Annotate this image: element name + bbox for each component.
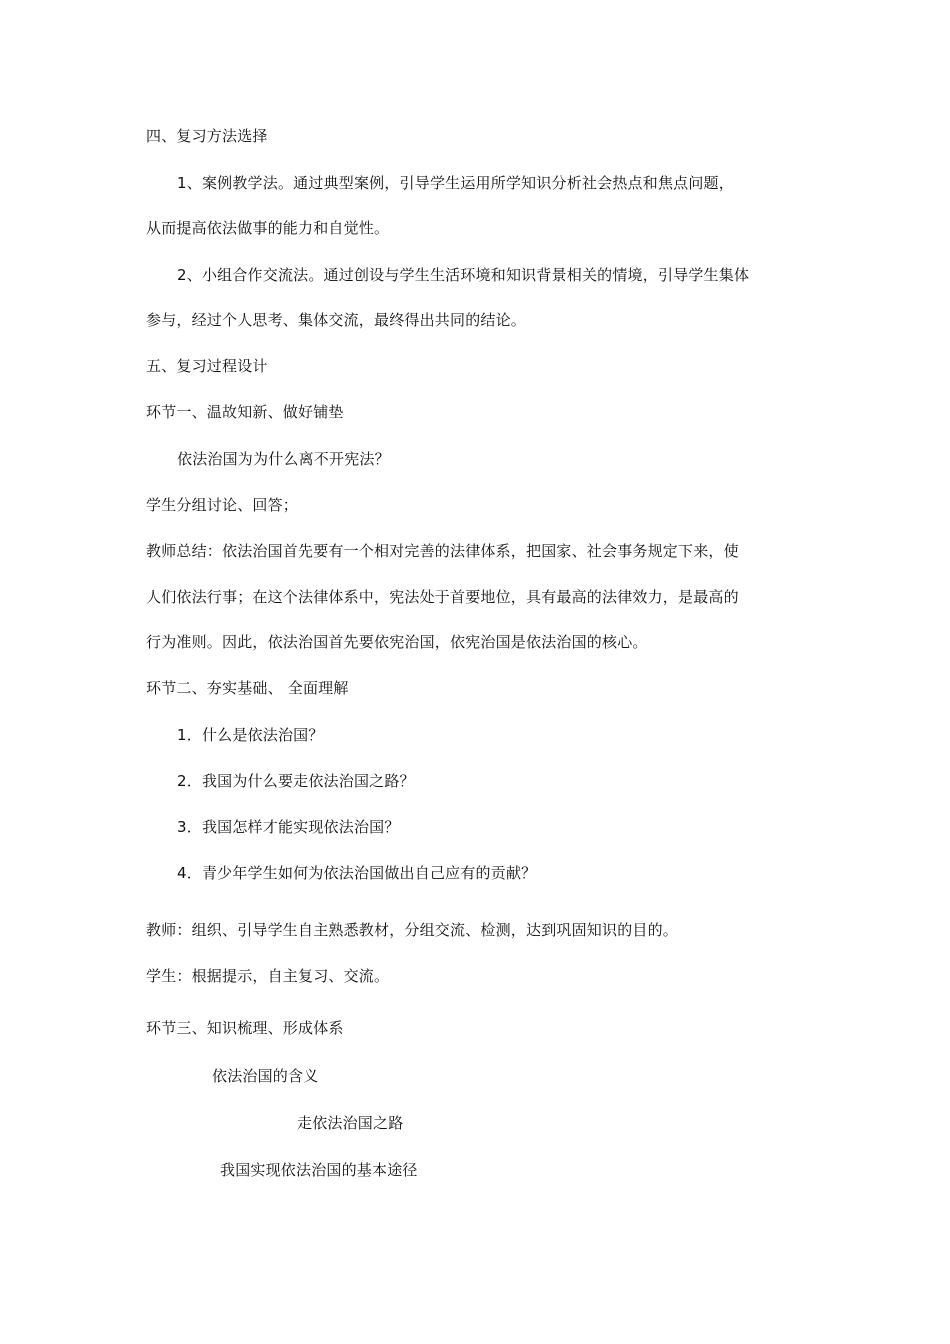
- stage-one-question: 依法治国为为什么离不开宪法？: [177, 450, 390, 468]
- method-group-cooperation-cont: 参与，经过个人思考、集体交流，最终得出共同的结论。: [146, 311, 527, 329]
- stage-two-heading: 环节二、夯实基础、 全面理解: [146, 679, 349, 697]
- method-group-cooperation: 2、小组合作交流法。通过创设与学生生活环境和知识背景相关的情境，引导学生集体: [177, 266, 750, 284]
- method-case-teaching-cont: 从而提高依法做事的能力和自觉性。: [146, 219, 390, 237]
- question-item-3: 3．我国怎样才能实现依法治国？: [177, 818, 400, 836]
- question-item-1: 1．什么是依法治国？: [177, 726, 324, 744]
- section-heading-review-methods: 四、复习方法选择: [146, 127, 268, 145]
- student-discussion: 学生分组讨论、回答；: [146, 496, 299, 514]
- question-item-4: 4．青少年学生如何为依法治国做出自己应有的贡献？: [177, 864, 537, 882]
- teacher-summary-line-2: 人们依法行事；在这个法律体系中，宪法处于首要地位，具有最高的法律效力，是最高的: [146, 588, 739, 606]
- section-heading-process-design: 五、复习过程设计: [146, 357, 268, 375]
- teacher-activity: 教师：组织、引导学生自主熟悉教材，分组交流、检测，达到巩固知识的目的。: [146, 921, 679, 939]
- teacher-summary-line-1: 教师总结：依法治国首先要有一个相对完善的法律体系，把国家、社会事务规定下来，使: [146, 542, 739, 560]
- teacher-summary-line-3: 行为准则。因此，依法治国首先要依宪治国，依宪治国是依法治国的核心。: [146, 633, 648, 651]
- outline-basic-approach: 我国实现依法治国的基本途径: [220, 1161, 418, 1179]
- question-item-2: 2．我国为什么要走依法治国之路？: [177, 772, 415, 790]
- method-case-teaching: 1、案例教学法。通过典型案例，引导学生运用所学知识分析社会热点和焦点问题，: [177, 174, 734, 192]
- stage-three-heading: 环节三、知识梳理、形成体系: [146, 1019, 344, 1037]
- outline-path: 走依法治国之路: [297, 1114, 404, 1132]
- stage-one-heading: 环节一、温故知新、做好铺垫: [146, 403, 344, 421]
- outline-meaning: 依法治国的含义: [212, 1067, 319, 1085]
- student-activity: 学生：根据提示，自主复习、交流。: [146, 967, 390, 985]
